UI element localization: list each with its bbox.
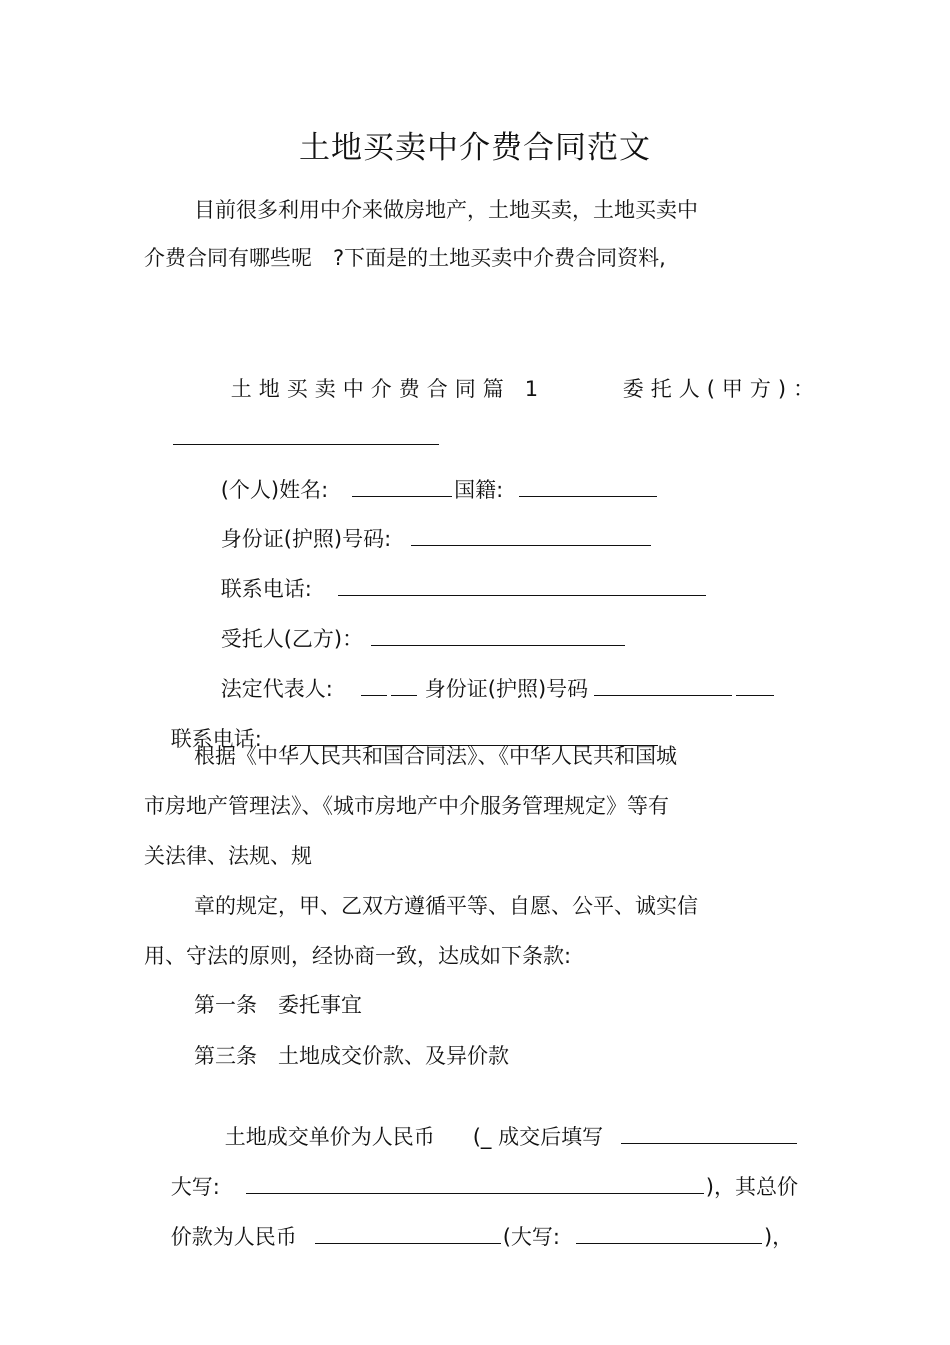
legal-rep-label: 法定代表人:: [220, 677, 333, 701]
intro-line-1: 目前很多利用中介来做房地产，土地买卖，土地买卖中: [194, 198, 698, 222]
id-card-row: [194, 493, 653, 551]
phone2-label: 联系电话:: [170, 727, 262, 751]
legal-rep-id-blank-2[interactable]: [736, 673, 774, 696]
id-card-label: 身份证(护照)号码:: [220, 527, 392, 551]
section-heading: [204, 344, 539, 401]
person-name-row: [194, 444, 659, 502]
body-line-3: 关法律、法规、规: [144, 844, 312, 868]
section-heading-text: 土地买卖中介费合同篇: [230, 377, 511, 401]
total-price-blank[interactable]: [315, 1221, 501, 1244]
intro-line-2: 介费合同有哪些呢 ?下面是的土地买卖中介费合同资料,: [144, 246, 666, 270]
article-3: 第三条 土地成交价款、及异价款: [194, 1044, 509, 1068]
trustee-label: 受托人(乙方)：: [220, 627, 364, 651]
phone2-row: [144, 693, 660, 751]
legal-rep-id-label: 身份证(护照)号码: [424, 677, 589, 701]
total-price-row: [144, 1191, 794, 1249]
capital-label-1: 大写:: [170, 1175, 220, 1199]
phone-label: 联系电话:: [220, 577, 312, 601]
capital-label-2: (大写:: [502, 1225, 560, 1249]
body-line-1: 根据《中华人民共和国合同法》、《中华人民共和国城: [194, 744, 677, 768]
price-end: )，: [763, 1225, 794, 1249]
capital-row: [144, 1141, 798, 1199]
client-label-text: 委托人(甲方)：: [622, 377, 822, 401]
client-blank-line: [144, 392, 441, 422]
nationality-label: 国籍:: [454, 478, 504, 502]
body-line-2: 市房地产管理法》、《城市房地产中介服务管理规定》等有: [144, 794, 669, 818]
total-price-label: 价款为人民币: [170, 1225, 297, 1249]
document-title: 土地买卖中介费合同范文: [299, 130, 651, 166]
client-name-blank[interactable]: [173, 422, 439, 445]
legal-rep-row: [194, 643, 776, 701]
trustee-row: [194, 593, 627, 651]
unit-price-label: 土地成交单价为人民币: [224, 1125, 435, 1149]
unit-price-row: [198, 1091, 799, 1149]
phone-row: [194, 543, 708, 601]
total-close: )，其总价: [705, 1175, 798, 1199]
section-number: 1: [524, 377, 539, 401]
client-label: [596, 344, 822, 401]
capital-blank-2[interactable]: [576, 1221, 762, 1244]
body-line-4: 章的规定，甲、乙双方遵循平等、自愿、公平、诚实信: [194, 894, 698, 918]
after-deal-label: (_ 成交后填写: [472, 1125, 604, 1149]
body-line-5: 用、守法的原则，经协商一致，达成如下条款:: [144, 944, 572, 968]
person-name-label: (个人)姓名:: [220, 478, 329, 502]
article-1: 第一条 委托事宜: [194, 993, 362, 1017]
